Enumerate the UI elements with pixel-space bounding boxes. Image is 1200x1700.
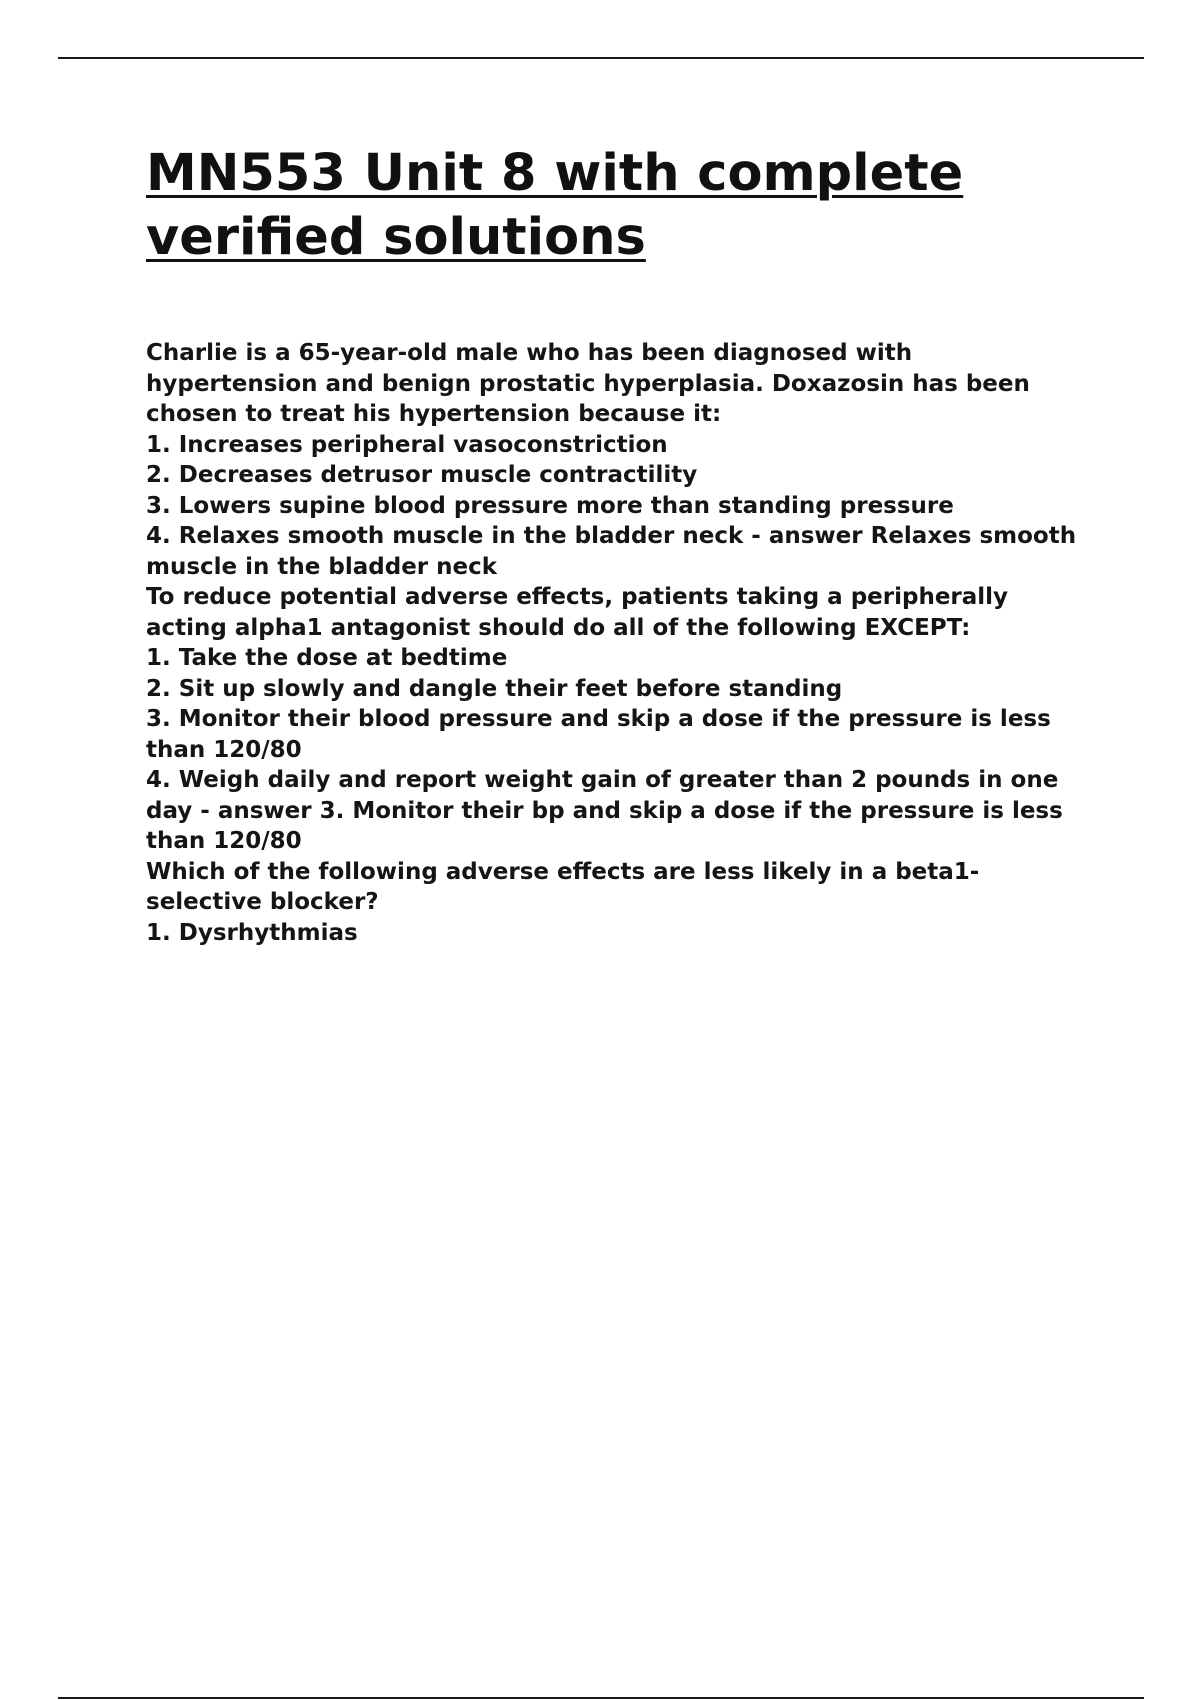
document-body <box>146 338 1086 948</box>
question-3-stem: Which of the following adverse effects are less likely in a beta1-selective blocker? <box>146 858 980 915</box>
question-2-option-4: 4. Weigh daily and report weight gain of greater than 2 pounds in one day - answer 3. Monitor their bp and skip a dose if the pressure is less than 120/80 <box>146 767 1063 854</box>
question-1-option-1: 1. Increases peripheral vasoconstriction <box>146 431 668 458</box>
question-2-option-1: 1. Take the dose at bedtime <box>146 645 508 671</box>
question-2-option-3: 3. Monitor their blood pressure and skip a dose if the pressure is less than 120/80 <box>146 706 1051 763</box>
question-2-option-2: 2. Sit up slowly and dangle their feet before standing <box>146 675 843 702</box>
title-line-1: MN553 Unit 8 with complete <box>146 144 964 203</box>
question-1-option-3: 3. Lowers supine blood pressure more than standing pressure <box>146 492 954 519</box>
question-2-stem: To reduce potential adverse effects, patients taking a peripherally acting alpha1 antagonist should do all of the following EXCEPT: <box>146 584 1009 641</box>
title-line-2: verified solutions <box>146 208 646 267</box>
question-1-option-4: 4. Relaxes smooth muscle in the bladder neck - answer Relaxes smooth muscle in the bladder neck <box>146 523 1077 580</box>
question-1-option-2: 2. Decreases detrusor muscle contractility <box>146 462 698 488</box>
question-1-stem: Charlie is a 65-year-old male who has been diagnosed with hypertension and benign prostatic hyperplasia. Doxazosin has been chosen to treat his hypertension because it: <box>146 340 1030 427</box>
question-3-option-1: 1. Dysrhythmias <box>146 919 358 946</box>
document-title <box>146 142 1086 270</box>
bottom-rule <box>58 1697 1144 1699</box>
top-rule <box>58 57 1144 59</box>
